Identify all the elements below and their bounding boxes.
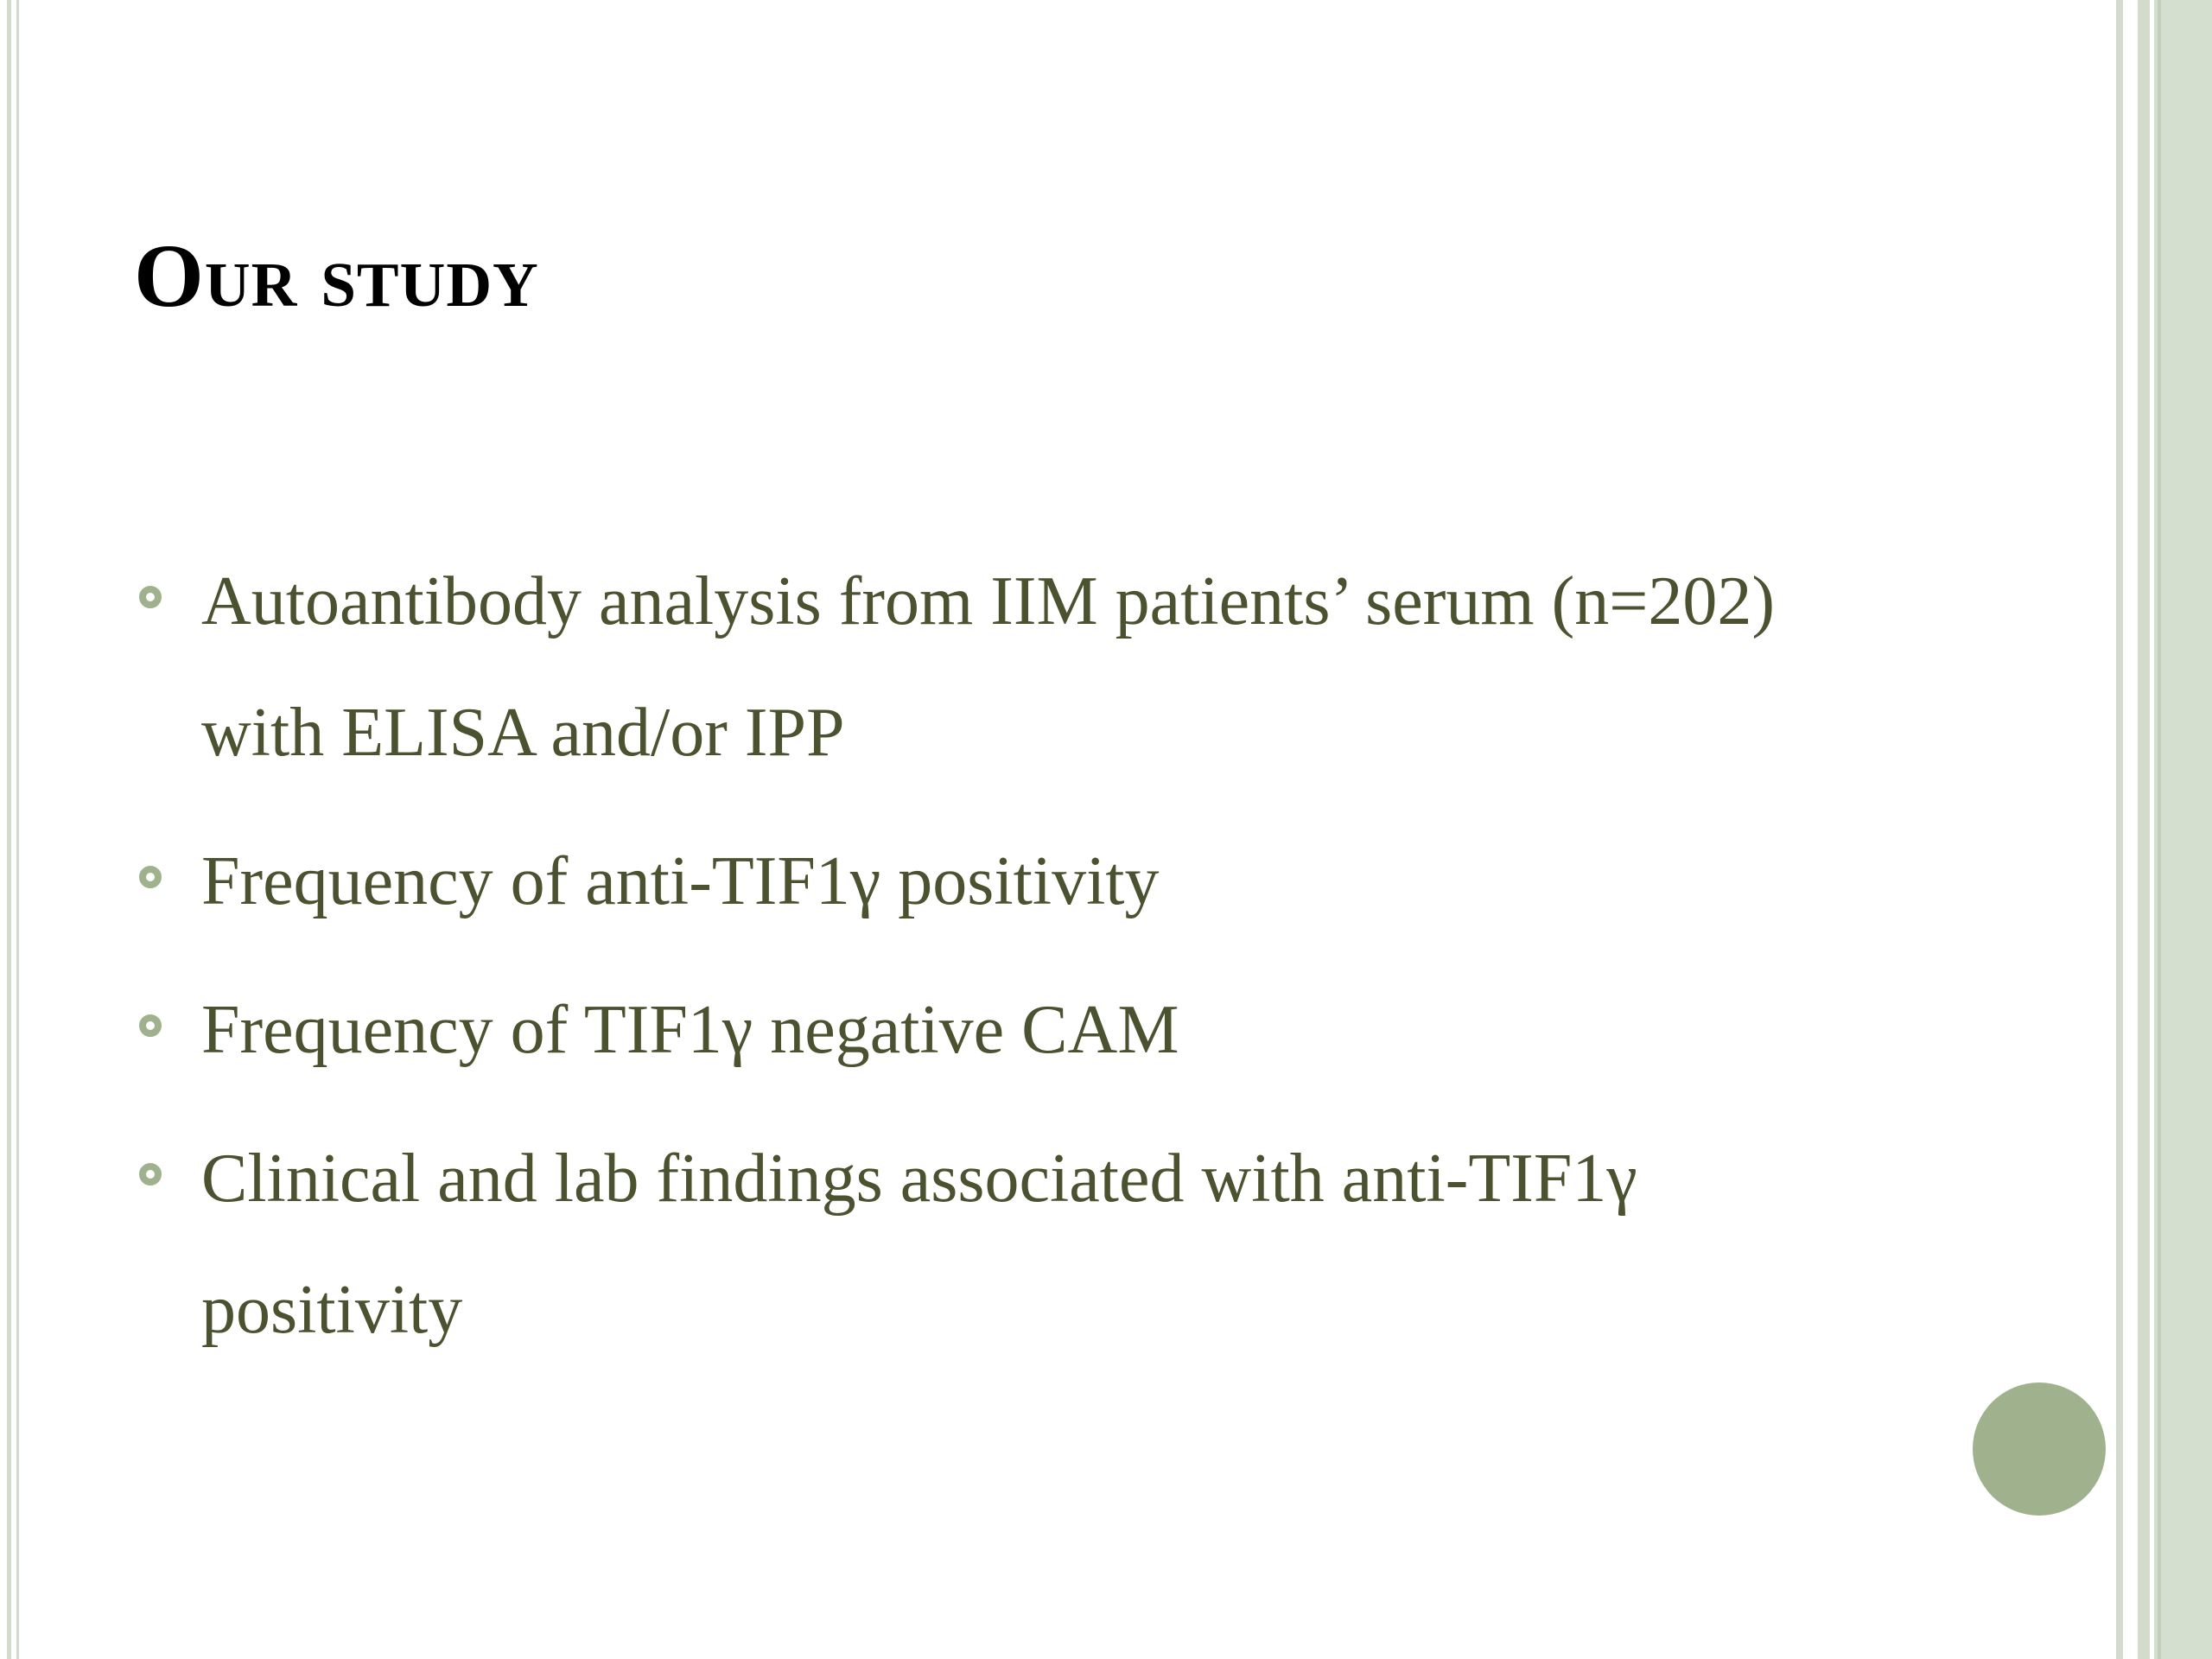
slide-title: Our study — [134, 226, 539, 326]
right-border-stripe — [2138, 0, 2150, 1659]
bullet-circle-icon — [139, 1163, 162, 1185]
right-border-stripe — [2116, 0, 2123, 1659]
bullet-item — [134, 964, 1862, 1096]
bullet-list — [134, 536, 1862, 1393]
left-border-line — [16, 0, 19, 1659]
bullet-item — [134, 1113, 1862, 1376]
bullet-text: Frequency of anti-TIF1γ positivity — [201, 843, 1160, 919]
bullet-text: Frequency of TIF1γ negative CAM — [201, 992, 1179, 1068]
right-border-stripe — [2154, 0, 2212, 1659]
decorative-circle — [1973, 1382, 2106, 1516]
bullet-circle-icon — [139, 586, 162, 608]
right-border-line — [2158, 0, 2161, 1659]
bullet-item — [134, 816, 1862, 947]
bullet-circle-icon — [139, 866, 162, 888]
left-border-line — [7, 0, 11, 1659]
bullet-text: Clinical and lab findings associated with anti-TIF1γ positivity — [201, 1141, 1637, 1348]
bullet-circle-icon — [139, 1014, 162, 1037]
bullet-item — [134, 536, 1862, 798]
bullet-text: Autoantibody analysis from IIM patients’ serum (n=202) with ELISA and/or IPP — [201, 563, 1776, 771]
